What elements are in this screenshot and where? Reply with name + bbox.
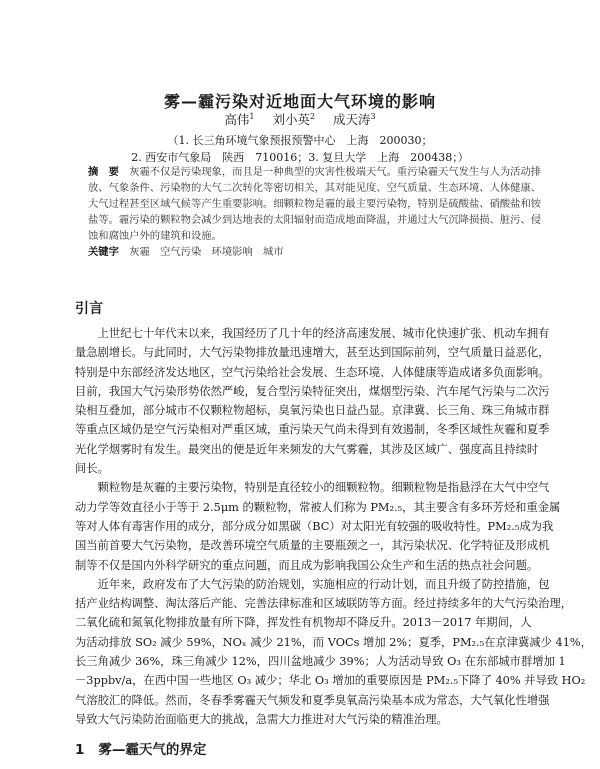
section-number: 1	[75, 742, 85, 758]
keywords: 灰霾 空气污染 环境影响 城市	[129, 246, 284, 258]
body-line: 近年来，政府发布了大气污染的防治规划，实施相应的行动计划，而且升级了防控措施，包	[75, 577, 550, 591]
body-line: 等对人体有毒害作用的成分，部分成分如黑碳（BC）对太阳光有较强的吸收特性。PM₂.₅成为我	[75, 519, 554, 533]
affiliation-line: 2. 西安市气象局 陕西 710016；3. 复旦大学 上海 200438；）	[131, 151, 469, 164]
body-line: 长三角减少 36%，珠三角减少 12%，四川盆地减少 39%；人为活动导致 O₃ 在东部城市群增加 1	[75, 655, 566, 669]
author	[333, 112, 376, 127]
author-name: 刘小英	[272, 112, 310, 127]
abstract-text: 灰霾不仅是污染现象，而且是一种典型的灾害性极端天气。重污染霾天气发生与人为活动排	[129, 166, 542, 178]
abstract-line: 盐等。霾污染的颗粒物会减少到达地表的太阳辐射而造成地面降温，并通过大气沉降损损、脏污、侵	[88, 214, 542, 226]
body-line: 动力学等效直径小于等于 2.5μm 的颗粒物，常被人们称为 PM₂.₅，其主要含有多环芳烃和重金属	[75, 500, 561, 514]
author-affiliation-mark: 2	[309, 111, 316, 121]
abstract-label: 摘 要	[88, 166, 119, 178]
author-affiliation-mark: 1	[249, 111, 255, 121]
body-line: 目前，我国大气污染形势依然严峻，复合型污染特征突出，煤烟型污染、汽车尾气污染与二次污	[75, 384, 550, 398]
body-line: 导致大气污染防治面临更大的挑战，急需大力推进对大气污染的精准治理。	[75, 712, 448, 726]
body-line: 等重点区域仍是空气污染相对严重区域，重污染天气尚未得到有效遏制，冬季区域性灰霾和夏季	[75, 423, 550, 437]
body-line: 气溶胶汇的降低。然而，冬春季雾霾天气频发和夏季臭氧高污染基本成为常态，大气氧化性增强	[75, 693, 550, 707]
abstract	[88, 164, 542, 260]
author-affiliation-mark: 3	[370, 111, 376, 121]
body-line: 量急剧增长。与此同时，大气污染物排放量迅速增大，甚至达到国际前列，空气质量日益恶化，	[75, 346, 550, 360]
abstract-line	[88, 164, 542, 180]
keywords-line	[88, 244, 522, 260]
affiliation-line: （1. 长三角环境气象预报预警中心 上海 200030；	[167, 134, 433, 147]
paper-title: 雾—霾污染对近地面大气环境的影响	[163, 92, 436, 111]
body-line: 二氧化硫和氮氧化物排放量有所下降，挥发性有机物却不降反升。2013－2017 年期间，人	[75, 616, 532, 630]
section-title: 雾—霾天气的界定	[98, 742, 207, 758]
author	[224, 112, 254, 127]
body-line: 光化学烟雾时有发生。最突出的便是近年来频发的大气雾霾，其涉及区域广、强度高且持续时	[75, 442, 539, 456]
section-heading-intro: 引言	[75, 301, 103, 317]
abstract-line: 放、气象条件、污染物的大气二次转化等密切相关，其对能见度、空气质量、生态环境、人体健康、	[88, 182, 542, 194]
body-line: 染相互叠加，部分城市不仅颗粒物超标，臭氧污染也日益凸显。京津冀、长三角、珠三角城市群	[75, 404, 550, 418]
body-line: 颗粒物是灰霾的主要污染物，特别是直径较小的细颗粒物。细颗粒物是指悬浮在大气中空气	[75, 481, 550, 495]
section-heading-1	[75, 738, 206, 758]
body-line: －3ppbv/a，在西中国一些地区 O₃ 减少；华北 O₃ 增加的重要原因是 PM₂.₅下降了 40% 并导致 HO₂	[75, 674, 586, 688]
author-name: 成天涛	[333, 112, 371, 127]
body-line: 国当前首要大气污染物，是改善环境空气质量的主要瓶颈之一，其污染状况、化学特征及形成机	[75, 539, 550, 553]
body-line: 括产业结构调整、淘汰落后产能、完善法律标准和区域联防等方面。经过持续多年的大气污染治理，	[75, 597, 573, 611]
author-name: 高伟	[224, 112, 250, 127]
abstract-line: 大气过程甚至区域气候等产生重要影响。细颗粒物是霾的最主要污染物，特别是硫酸盐、硝酸盐和铵	[88, 198, 542, 210]
body-line: 上世纪七十年代末以来，我国经历了几十年的经济高速发展、城市化快速扩张、机动车拥有	[75, 327, 550, 340]
abstract-line: 蚀和腐蚀户外的建筑和设施。	[88, 230, 222, 242]
author-list	[0, 110, 600, 128]
body-line: 为活动排放 SO₂ 减少 59%，NOₓ 减少 21%，而 VOCs 增加 2%；夏季，PM₂.₅在京津冀减少 41%，	[75, 635, 592, 649]
body-text	[75, 324, 592, 729]
body-line: 特别是中东部经济发达地区，空气污染给社会发展、生态环境、人体健康等造成诸多负面影响。	[75, 365, 550, 379]
body-line: 间长。	[75, 462, 109, 476]
keywords-label: 关键字	[88, 246, 119, 258]
body-line: 制等不仅是国内外科学研究的重点问题，而且成为影响我国公众生产和生活的热点社会问题。	[75, 558, 539, 572]
author	[272, 112, 315, 127]
